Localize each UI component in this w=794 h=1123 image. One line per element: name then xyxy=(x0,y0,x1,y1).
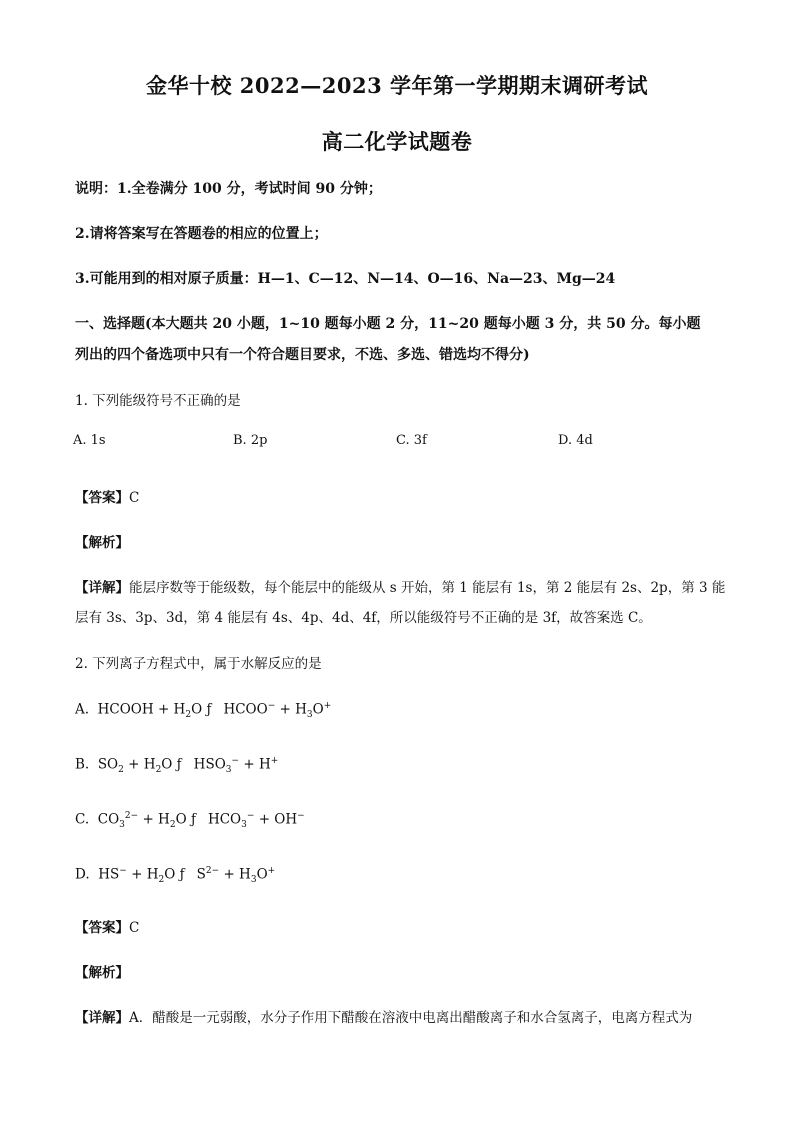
q1-option-b: B. 2p xyxy=(233,433,268,448)
q2-option-d: D. $HS^- + H_2O$ ƒ $S^{2-} + H_3O^+$ xyxy=(75,866,276,886)
answer-value: C xyxy=(129,490,140,506)
answer-value: C xyxy=(129,920,140,936)
q1-option-a: A. 1s xyxy=(73,433,106,448)
q2-option-b: B. $SO_2 + H_2O$ ƒ $HSO_3^- + H^+$ xyxy=(75,756,279,776)
q2-option-a: A. HCOOH + $H_2O$ ƒ HCOO− + $H_3O^+$ xyxy=(75,701,332,721)
q1-detail-line-1 xyxy=(75,576,725,596)
analysis-tag: 【解析】 xyxy=(75,965,129,981)
page-title: 金华十校 2022—2023 学年第一学期期末调研考试 xyxy=(145,73,648,98)
q2-stem: 2. 下列离子方程式中，属于水解反应的是 xyxy=(75,656,322,672)
detail-text: A．醋酸是一元弱酸，水分子作用下醋酸在溶液中电离出醋酸离子和水合氢离子，电离方程式为 xyxy=(129,1010,693,1026)
detail-tag: 【详解】 xyxy=(75,1010,129,1026)
q1-detail-line-2: 层有 3s、3p、3d，第 4 能层有 4s、4p、4d、4f，所以能级符号不正确的是 3f，故答案选 C。 xyxy=(75,610,652,626)
q1-option-d: D. 4d xyxy=(558,433,593,448)
analysis-tag: 【解析】 xyxy=(75,535,129,551)
q1-answer xyxy=(75,486,139,506)
q2-detail-line-1 xyxy=(75,1006,692,1026)
answer-tag: 【答案】 xyxy=(75,920,129,936)
q1-analysis xyxy=(75,531,129,551)
section-heading-line-1: 一、选择题(本大题共 20 小题，1~10 题每小题 2 分，11~20 题每小题 3 分，共 50 分。每小题 xyxy=(75,316,701,332)
q1-option-c: C. 3f xyxy=(396,433,427,448)
q2-option-c: C. $CO_3^{2-} + H_2O$ ƒ $HCO_3^- + OH^-$ xyxy=(75,811,305,831)
detail-tag: 【详解】 xyxy=(75,580,129,596)
answer-tag: 【答案】 xyxy=(75,490,129,506)
detail-text: 能层序数等于能级数，每个能层中的能级从 s 开始，第 1 能层有 1s，第 2 能层有 2s、2p，第 3 能 xyxy=(129,580,726,596)
page-subtitle: 高二化学试题卷 xyxy=(321,129,473,154)
note-3: 3.可能用到的相对原子质量：H—1、C—12、N—14、O—16、Na—23、Mg—24 xyxy=(75,271,616,287)
q1-stem: 1. 下列能级符号不正确的是 xyxy=(75,393,241,409)
q2-answer xyxy=(75,916,139,936)
note-1: 说明：1.全卷满分 100 分，考试时间 90 分钟； xyxy=(75,181,382,197)
section-heading-line-2: 列出的四个备选项中只有一个符合题目要求，不选、多选、错选均不得分) xyxy=(75,347,530,363)
note-2: 2.请将答案写在答题卷的相应的位置上； xyxy=(75,226,328,242)
q2-analysis xyxy=(75,961,129,981)
